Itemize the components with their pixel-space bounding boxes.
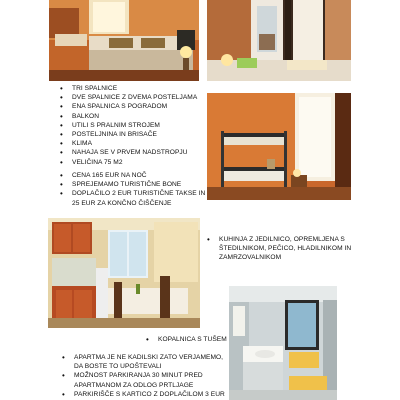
kitchen-caption: • KUHINJA Z JEDILNICO, OPREMLJENA S ŠTEDILNIKOM, PEČICO, HLADILNIKOM IN ZAMRZOVALNIKOM	[207, 235, 352, 262]
list-item: • PARKIRIŠČE S KARTICO Z DOPLAČILOM 3 EUR	[62, 389, 225, 399]
list-item: • MOŽNOST PARKIRANJA 30 MINUT PRED APARTMANOM ZA ODLOG PRTLJAGE	[62, 371, 203, 389]
bullet: •	[60, 171, 63, 180]
bullet: •	[60, 139, 63, 149]
list-item: • POSTELJNINA IN BRISAČE	[60, 130, 158, 140]
photo-kitchen	[48, 218, 200, 328]
bullet: •	[62, 353, 65, 362]
bathroom-caption-list	[146, 335, 236, 344]
bathroom-caption: • KOPALNICA S TUŠEM	[146, 335, 227, 344]
list-item: • BALKON	[60, 111, 100, 121]
bullet: •	[60, 130, 63, 140]
bullet: •	[60, 84, 63, 93]
list-item: • SPREJEMAMO TURISTIČNE BONE	[60, 180, 182, 190]
bullet: •	[60, 148, 63, 158]
list-item: • KLIMA	[60, 139, 93, 149]
bullet: •	[60, 93, 63, 103]
photo-bunk-bed-room	[207, 93, 351, 200]
list-item: • UTILI S PRALNIM STROJEM	[60, 120, 160, 130]
list-item: • DVE SPALNICE Z DVEMA POSTELJAMA	[60, 93, 198, 103]
list-item: • TRI SPALNICE	[60, 84, 118, 93]
price-list	[60, 171, 208, 208]
list-item: • NAHAJA SE V PRVEM NADSTROPJU	[60, 148, 188, 158]
bullet: •	[60, 111, 63, 121]
bullet: •	[60, 180, 63, 190]
bullet: •	[60, 102, 63, 112]
list-item: • DOPLAČILO 2 EUR TURISTIČNE TAKSE IN 25 EUR ZA KONČNO ČIŠČENJE	[60, 189, 206, 207]
list-item: • APARTMA JE NE KADILSKI ZATO VERJAMEMO, DA BOSTE TO UPOŠTEVALI	[62, 353, 224, 371]
bullet: •	[62, 389, 65, 399]
list-item: • ENA SPALNICA S POGRADOM	[60, 102, 168, 112]
bullet: •	[60, 120, 63, 130]
bullet: •	[207, 235, 210, 244]
kitchen-caption-list	[207, 235, 367, 263]
photo-bathroom	[229, 286, 337, 400]
list-item: • CENA 165 EUR NA NOČ	[60, 171, 147, 180]
photo-bedroom-double	[49, 0, 199, 81]
list-item: • VELIČINA 75 M2	[60, 157, 123, 167]
bullet: •	[60, 189, 63, 199]
notes-list	[62, 353, 227, 399]
bullet: •	[62, 371, 65, 381]
bullet: •	[146, 335, 149, 344]
features-list	[60, 84, 210, 167]
bullet: •	[60, 157, 63, 167]
photo-bedroom-mirror	[207, 0, 351, 81]
